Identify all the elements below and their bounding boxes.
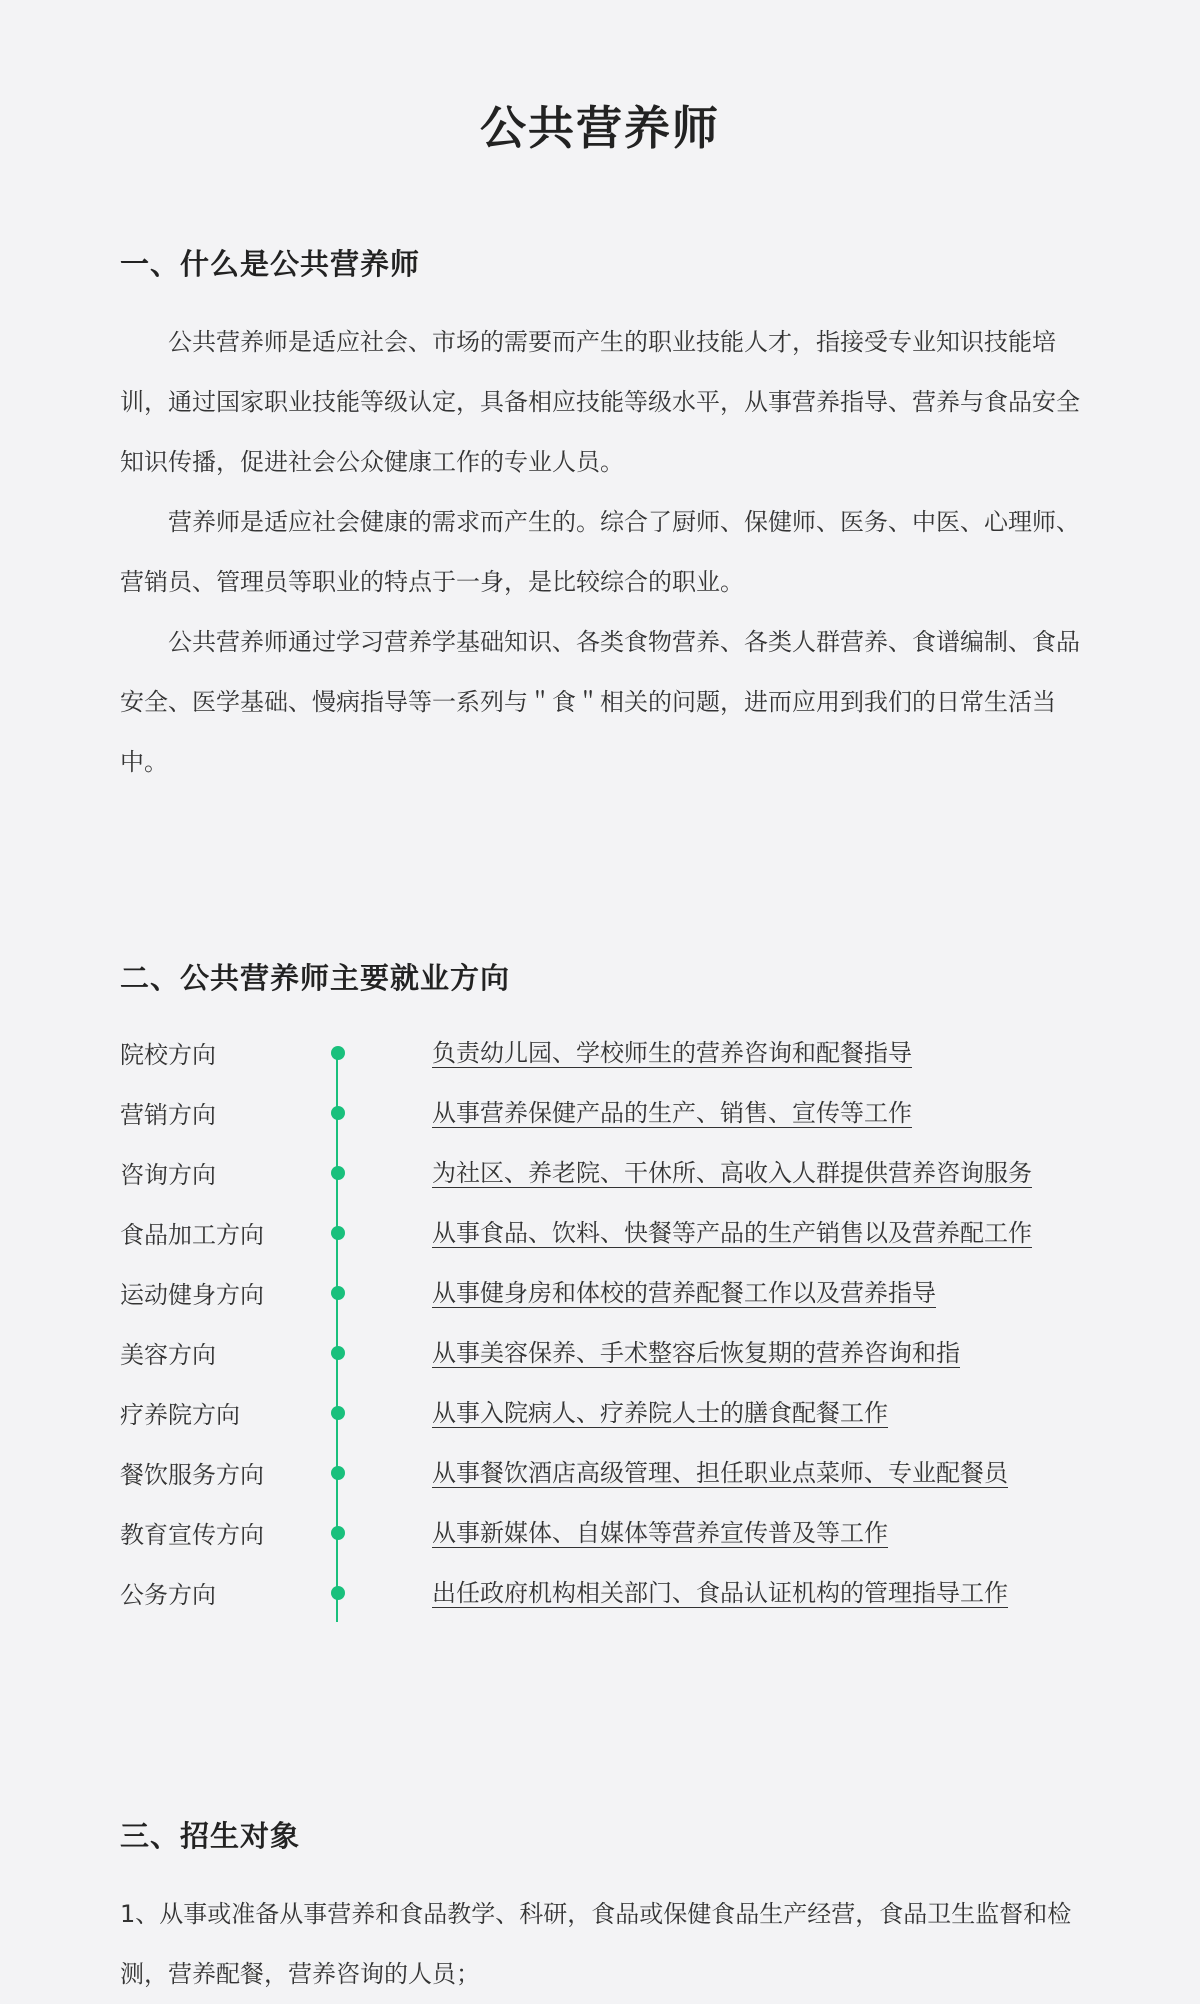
enrollment-target-item-1: 1、从事或准备从事营养和食品教学、科研，食品或保健食品生产经营，食品卫生监督和检测，营养配餐，营养咨询的人员； bbox=[120, 1900, 1072, 1988]
career-label: 教育宣传方向 bbox=[120, 1521, 264, 1549]
career-row-10 bbox=[120, 1565, 1120, 1625]
career-description-link[interactable]: 从事美容保养、手术整容后恢复期的营养咨询和指 bbox=[432, 1339, 960, 1367]
career-label: 餐饮服务方向 bbox=[120, 1461, 264, 1489]
career-row-2 bbox=[120, 1085, 1120, 1145]
section-1-heading: 一、什么是公共营养师 bbox=[120, 247, 421, 281]
career-description-link[interactable]: 从事健身房和体校的营养配餐工作以及营养指导 bbox=[432, 1279, 936, 1307]
career-row-3 bbox=[120, 1145, 1120, 1205]
career-label: 疗养院方向 bbox=[120, 1401, 240, 1429]
timeline-dot bbox=[331, 1346, 345, 1360]
career-row-4 bbox=[120, 1205, 1120, 1265]
career-description-link[interactable]: 从事入院病人、疗养院人士的膳食配餐工作 bbox=[432, 1399, 888, 1427]
career-row-6 bbox=[120, 1325, 1120, 1385]
career-row-8 bbox=[120, 1445, 1120, 1505]
timeline-dot bbox=[331, 1526, 345, 1540]
career-description-link[interactable]: 从事餐饮酒店高级管理、担任职业点菜师、专业配餐员 bbox=[432, 1459, 1008, 1487]
timeline-dot bbox=[331, 1106, 345, 1120]
career-description-link[interactable]: 从事食品、饮料、快餐等产品的生产销售以及营养配工作 bbox=[432, 1219, 1032, 1247]
career-row-5 bbox=[120, 1265, 1120, 1325]
timeline-dot bbox=[331, 1286, 345, 1300]
timeline-dot bbox=[331, 1046, 345, 1060]
career-description-link[interactable]: 从事新媒体、自媒体等营养宣传普及等工作 bbox=[432, 1519, 888, 1547]
page-title: 公共营养师 bbox=[480, 101, 720, 155]
career-description-link[interactable]: 从事营养保健产品的生产、销售、宣传等工作 bbox=[432, 1099, 912, 1127]
career-description-link[interactable]: 为社区、养老院、干休所、高收入人群提供营养咨询服务 bbox=[432, 1159, 1032, 1187]
career-label: 咨询方向 bbox=[120, 1161, 216, 1189]
career-label: 公务方向 bbox=[120, 1581, 216, 1609]
timeline-dot bbox=[331, 1166, 345, 1180]
career-label: 营销方向 bbox=[120, 1101, 216, 1129]
career-label: 运动健身方向 bbox=[120, 1281, 264, 1309]
section-1-paragraph-1: 公共营养师是适应社会、市场的需要而产生的职业技能人才，指接受专业知识技能培训，通过国家职业技能等级认定，具备相应技能等级水平，从事营养指导、营养与食品安全知识传播，促进社会公众健康工作的专业人员。 bbox=[120, 328, 1080, 476]
timeline-dot bbox=[331, 1466, 345, 1480]
section-1-paragraph-2: 营养师是适应社会健康的需求而产生的。综合了厨师、保健师、医务、中医、心理师、营销员、管理员等职业的特点于一身，是比较综合的职业。 bbox=[120, 508, 1080, 596]
career-row-9 bbox=[120, 1505, 1120, 1565]
timeline-dot bbox=[331, 1406, 345, 1420]
career-description-link[interactable]: 负责幼儿园、学校师生的营养咨询和配餐指导 bbox=[432, 1039, 912, 1067]
career-label: 食品加工方向 bbox=[120, 1221, 264, 1249]
career-row-7 bbox=[120, 1385, 1120, 1445]
career-description-link[interactable]: 出任政府机构相关部门、食品认证机构的管理指导工作 bbox=[432, 1579, 1008, 1607]
career-row-1 bbox=[120, 1025, 1120, 1085]
timeline-dot bbox=[331, 1226, 345, 1240]
career-label: 院校方向 bbox=[120, 1041, 216, 1069]
section-3-heading: 三、招生对象 bbox=[120, 1819, 301, 1853]
section-1-paragraph-3: 公共营养师通过学习营养学基础知识、各类食物营养、各类人群营养、食谱编制、食品安全、医学基础、慢病指导等一系列与＂食＂相关的问题，进而应用到我们的日常生活当中。 bbox=[120, 628, 1080, 776]
career-label: 美容方向 bbox=[120, 1341, 216, 1369]
section-2-heading: 二、公共营养师主要就业方向 bbox=[120, 961, 511, 995]
timeline-dot bbox=[331, 1586, 345, 1600]
